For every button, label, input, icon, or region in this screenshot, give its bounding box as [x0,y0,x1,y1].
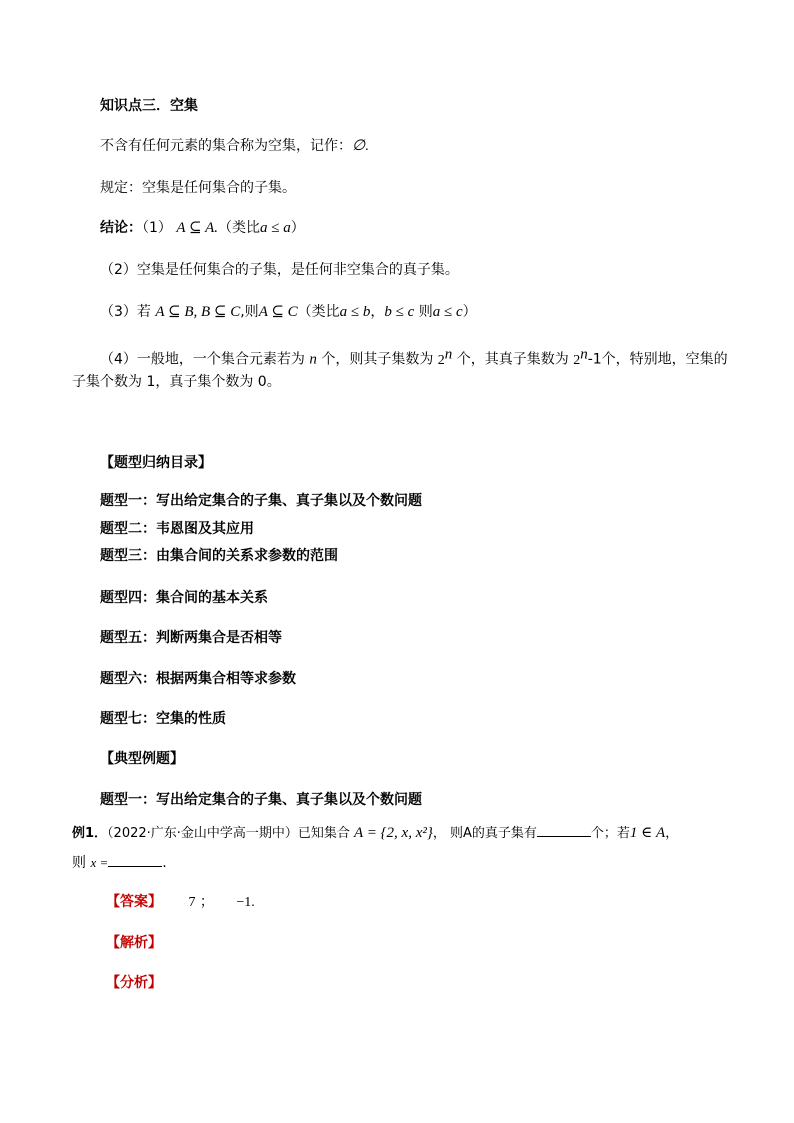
conclusion-2: （2）空集是任何集合的子集，是任何非空集合的真子集。 [100,262,459,278]
catalog-item-4: 题型四：集合间的基本关系 [100,590,268,606]
c4-line1-a: （4）一般地，一个集合元素若为 [100,351,305,368]
fenxi-label: 【分析】 [106,975,162,991]
c4-line1-c: 个，其真子集数为 [456,351,569,368]
answer-label: 【答案】 [106,894,162,910]
conclusion-1 [100,218,305,238]
analysis-label: 【解析】 [106,935,162,951]
example-1-var: x = [90,855,109,870]
answer-blank-1[interactable] [537,822,591,837]
catalog-item-5: 题型五：判断两集合是否相等 [100,630,282,646]
example-1-q1-end: 个；若 [590,826,630,841]
catalog-title: 【题型归纳目录】 [100,455,212,471]
c3-pre: （3）若 [100,304,151,320]
c3-paren-math3: a ≤ c [432,304,463,320]
c3-paren-math2: b ≤ c [384,304,415,320]
c3-then: 则 [418,304,433,320]
conclusion-label: 结论： [100,220,142,236]
c4-pow2: 2$^n$ [573,346,588,368]
c4-pow1: 2$^n$ [437,346,453,368]
example-1-line1 [72,822,678,844]
c3-close: ） [462,304,477,320]
examples-title: 【典型例题】 [100,751,184,767]
c3-math1: A ⊆ B, B ⊆ C [155,304,241,320]
c3-comma: ， [370,304,385,320]
catalog-item-2: 题型二：韦恩图及其应用 [100,521,254,537]
c3-mid: ,则 [240,304,259,320]
example-1-q1: ， 则A的真子集有 [432,826,537,841]
c1-paren-math: a ≤ a [259,220,291,236]
answer-line [106,892,255,913]
catalog-item-6: 题型六：根据两集合相等求参数 [100,671,296,687]
example-1-source: （2022·广东·金山中学高一期中）已知集合 [107,826,350,841]
answer-blank-2[interactable] [108,852,162,867]
c3-paren1: （类比 [297,304,340,320]
answer-sep: ； [199,894,214,910]
c4-n: n [309,351,317,368]
rule-text: 规定：空集是任何集合的子集。 [100,180,296,196]
answer-2: −1. [236,895,255,910]
example-1-cond-end: ， [665,826,679,841]
empty-set-definition [100,136,369,157]
c3-paren-math1: a ≤ b [339,304,371,320]
c1-paren-post: ） [290,220,305,236]
definition-text: 不含有任何元素的集合称为空集，记作： [100,138,352,154]
example-1-label: 例1． [72,826,108,841]
c4-line1-d: -1个，特别地，空集的 [587,351,728,368]
definition-end: . [365,139,369,154]
c3-math2: A ⊆ C [258,304,298,320]
section-title: 知识点三．空集 [100,98,198,114]
type1-title: 题型一：写出给定集合的子集、真子集以及个数问题 [100,792,422,808]
conclusion-3 [100,302,477,322]
empty-set-symbol: ∅ [352,138,366,154]
conclusion-4-line2: 子集个数为 1，真子集个数为 0。 [72,374,281,390]
example-1-set: A = {2, x, x²} [354,825,433,841]
catalog-item-7: 题型七：空集的性质 [100,711,226,727]
catalog-item-1: 题型一：写出给定集合的子集、真子集以及个数问题 [100,493,422,509]
c1-num: （1） [142,220,172,236]
c1-paren-pre: （类比 [217,220,260,236]
example-1-line2-end: . [162,855,167,871]
c1-math: A ⊆ A. [176,220,218,236]
conclusion-4-line1 [100,344,728,371]
answer-1: 7 [188,895,196,910]
example-1-cond: 1 ∈ A [629,825,666,841]
catalog-item-3: 题型三：由集合间的关系求参数的范围 [100,548,338,564]
example-1-line2-pre: 则 [72,855,86,871]
example-1-line2 [72,852,167,873]
c4-line1-b: 个，则其子集数为 [321,351,434,368]
